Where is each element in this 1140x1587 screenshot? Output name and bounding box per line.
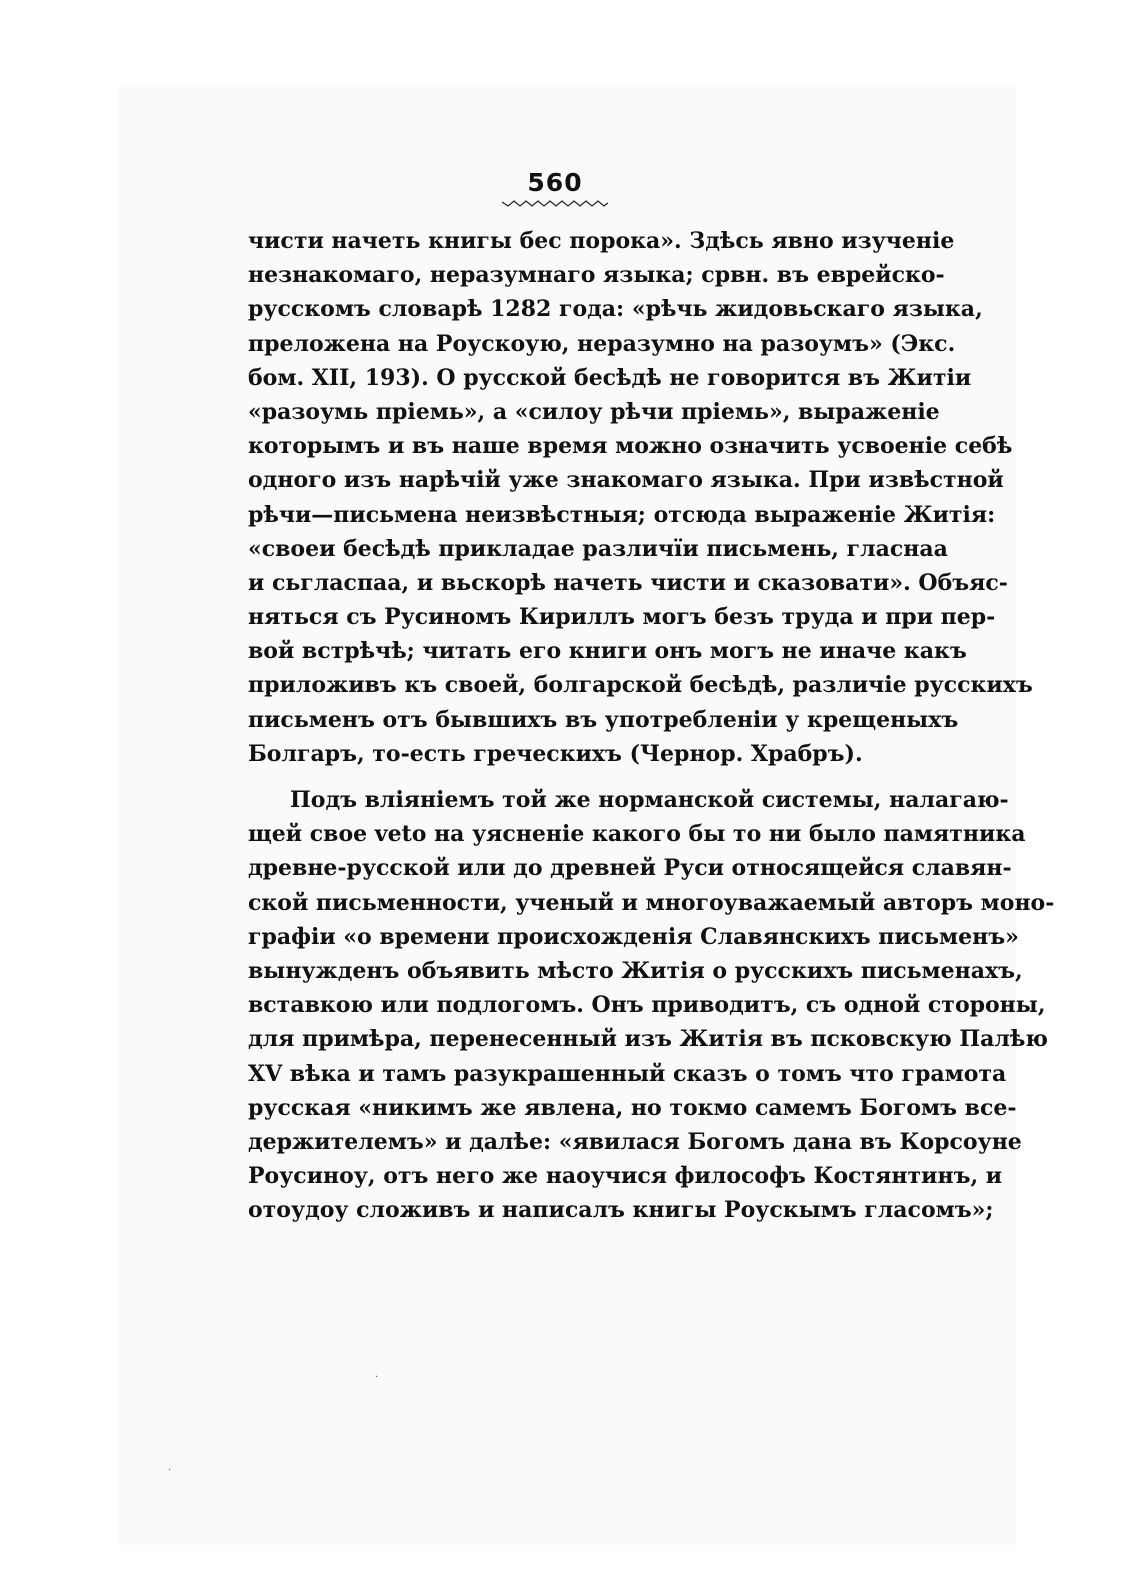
- text-line: XV вѣка и тамъ разукрашенный сказъ о томъ что грамота: [248, 1060, 1007, 1087]
- text-line: и сьгласпаа, и вьскорѣ начеть чисти и сказовати». Объяс-: [248, 569, 1008, 596]
- paragraph-2: [248, 783, 1055, 1227]
- scan-speck: ·: [168, 1465, 172, 1476]
- text-line: Болгаръ, то-есть греческихъ (Чернор. Храбръ).: [248, 740, 863, 767]
- text-line: ской письменности, ученый и многоуважаемый авторъ моно-: [248, 889, 1055, 916]
- text-line: одного изъ нарѣчій уже знакомаго языка. При извѣстной: [248, 467, 1004, 494]
- text-line: преложена на Роускоую, неразумно на разоумъ» (Экс.: [248, 330, 956, 357]
- text-line: отоудоу сложивъ и написалъ книгы Роускымъ гласомъ»;: [248, 1197, 994, 1224]
- text-line: «своеи бесѣдѣ прикладае различїи письмень, гласнаа: [248, 535, 948, 562]
- text-line: приложивъ къ своей, болгарской бесѣдѣ, различіе русскихъ: [248, 672, 1033, 699]
- text-line: для примѣра, перенесенный изъ Житія въ псковскую Палѣю: [248, 1026, 1048, 1053]
- text-line: графіи «о времени происхожденія Славянскихъ письменъ»: [248, 923, 1019, 950]
- text-line: рѣчи—письмена неизвѣстныя; отсюда выраженіе Житія:: [248, 501, 996, 528]
- text-line: письменъ отъ бывшихъ въ употребленіи у крещеныхъ: [248, 706, 959, 733]
- text-line: древне-русской или до древней Руси относящейся славян-: [248, 855, 1012, 882]
- text-line: щей свое veto на уясненіе какого бы то ни было памятника: [248, 821, 1026, 848]
- paragraph-1: [248, 224, 1033, 771]
- text-line: вставкою или подлогомъ. Онъ приводитъ, съ одной стороны,: [248, 992, 1046, 1019]
- page-number-ornament: [502, 198, 608, 208]
- paragraph-spacer: [248, 771, 875, 783]
- text-line: держителемъ» и далѣе: «явилася Богомъ дана въ Корсоуне: [248, 1128, 1022, 1155]
- text-line: няться съ Русиномъ Кириллъ могъ безъ труда и при пер-: [248, 604, 996, 631]
- scan-speck: ·: [375, 1372, 379, 1383]
- text-line: незнакомаго, неразумнаго языка; срвн. въ еврейско-: [248, 262, 945, 289]
- body-text: [248, 224, 1055, 1227]
- text-line: Роусиноу, отъ него же наоучися философъ Костянтинъ, и: [248, 1163, 1003, 1190]
- text-line: чисти начеть книгы бес порока». Здѣсь явно изученіе: [248, 228, 955, 254]
- text-line: «разоумь пріемь», а «силоу рѣчи пріемь», выраженіе: [248, 398, 940, 425]
- text-line: Подъ вліяніемъ той же норманской системы, налагаю-: [290, 787, 1009, 813]
- text-line: вынужденъ объявить мѣсто Житія о русскихъ письменахъ,: [248, 957, 1023, 984]
- text-line: которымъ и въ наше время можно означить усвоеніе себѣ: [248, 433, 1013, 460]
- text-line: русская «никимъ же явлена, но токмо самемъ Богомъ все-: [248, 1094, 1017, 1121]
- page-number: 560: [527, 168, 583, 197]
- text-line: вой встрѣчѣ; читать его книги онъ могъ не иначе какъ: [248, 638, 967, 665]
- text-line: бом. XII, 193). О русской бесѣдѣ не говорится въ Житіи: [248, 364, 972, 391]
- text-line: русскомъ словарѣ 1282 года: «рѣчь жидовьскаго языка,: [248, 296, 983, 323]
